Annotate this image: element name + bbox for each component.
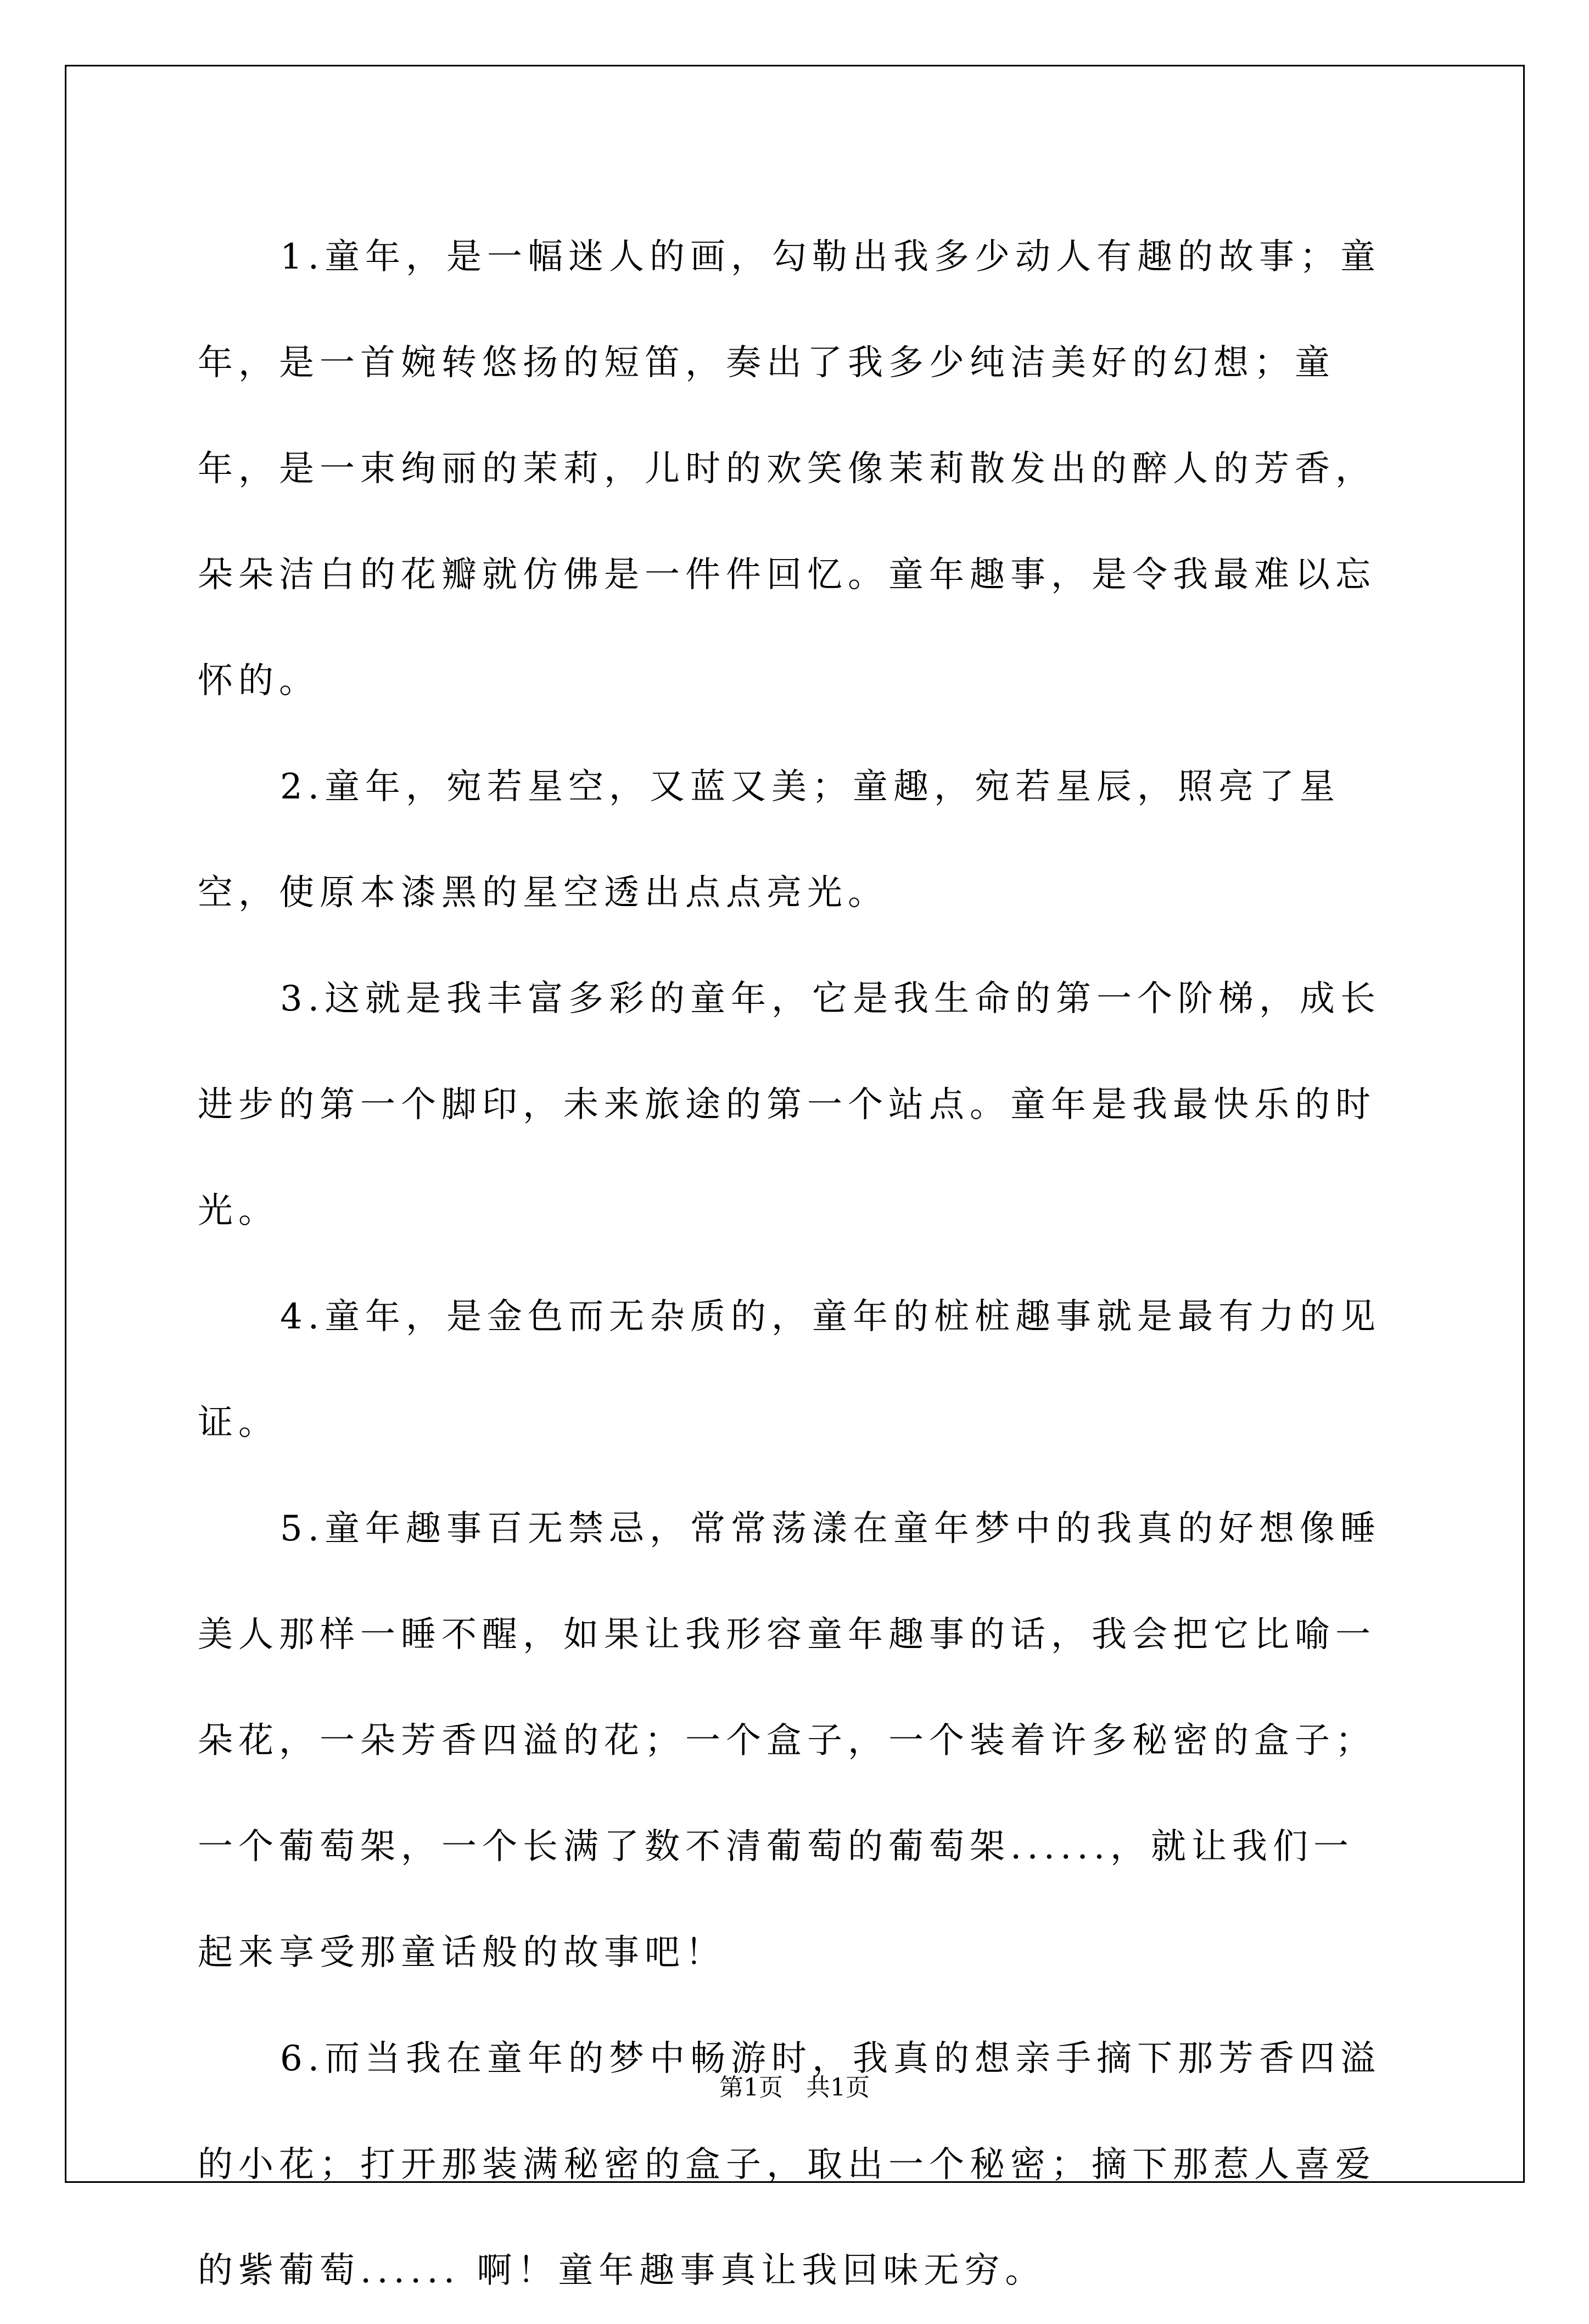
paragraph-4: 4.童年，是金色而无杂质的，童年的桩桩趣事就是最有力的见证。 (198, 1297, 1381, 1443)
paragraph-2: 2.童年，宛若星空，又蓝又美；童趣，宛若星辰，照亮了星空，使原本漆黑的星空透出点点亮光。 (198, 767, 1341, 913)
paragraph-5: 5.童年趣事百无禁忌，常常荡漾在童年梦中的我真的好想像睡美人那样一睡不醒，如果让我形容童年趣事的话，我会把它比喻一朵花，一朵芳香四溢的花；一个盒子，一个装着许多秘密的盒子；一个葡萄架，一个长满了数不清葡萄的葡萄架......，就让我们一起来享受那童话般的故事吧！ (198, 1509, 1381, 1973)
footer-gap (783, 2074, 806, 2102)
page-total: 共1页 (805, 2074, 870, 2102)
document-body (198, 204, 1395, 2324)
paragraph-1: 1.童年，是一幅迷人的画，勾勒出我多少动人有趣的故事；童年，是一首婉转悠扬的短笛，奏出了我多少纯洁美好的幻想；童年，是一束绚丽的茉莉，儿时的欢笑像茉莉散发出的醉人的芳香，朵朵洁白的花瓣就仿佛是一件件回忆。童年趣事，是令我最难以忘怀的。 (198, 237, 1381, 701)
page-number: 第1页 (719, 2074, 784, 2102)
paragraph-6: 6.而当我在童年的梦中畅游时，我真的想亲手摘下那芳香四溢的小花；打开那装满秘密的盒子，取出一个秘密；摘下那惹人喜爱的紫葡萄...... 啊！童年趣事真让我回味无穷。 (198, 2038, 1381, 2291)
page-footer (0, 2071, 1589, 2104)
paragraph-3: 3.这就是我丰富多彩的童年，它是我生命的第一个阶梯，成长进步的第一个脚印，未来旅途的第一个站点。童年是我最快乐的时光。 (198, 979, 1381, 1231)
